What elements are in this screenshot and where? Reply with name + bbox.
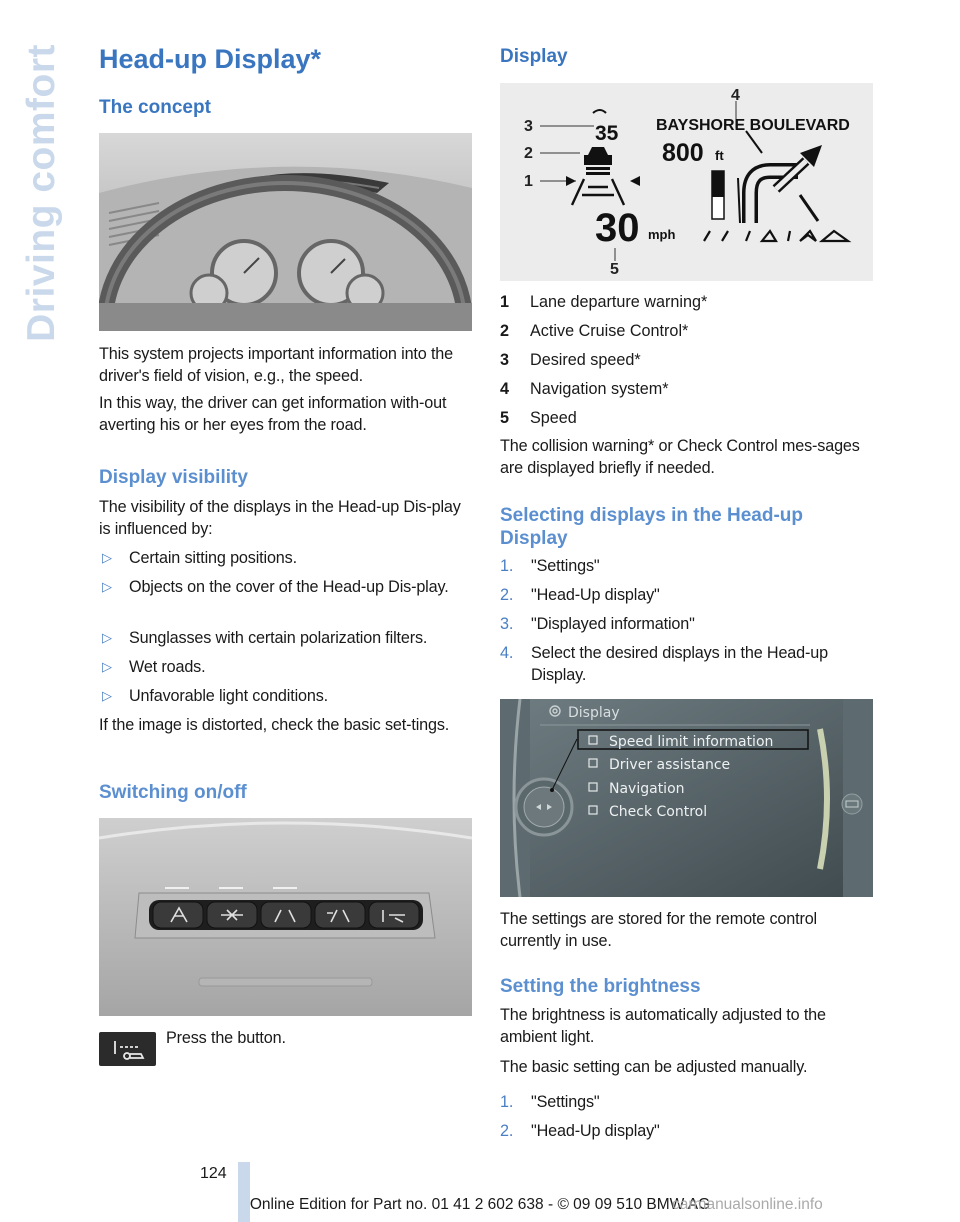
distance-value: 800 <box>662 139 704 167</box>
triangle-bullet-icon: ▷ <box>102 550 112 565</box>
chapter-side-tab <box>22 44 62 344</box>
hud-button-icon <box>99 1032 156 1066</box>
car-icon <box>584 147 612 175</box>
dashboard-photo <box>99 133 472 331</box>
options-icon <box>842 794 862 814</box>
lane-lines <box>572 179 624 205</box>
callout-1: 1 <box>524 173 533 190</box>
collision-note: The collision warning* or Check Control mes-sages are displayed briefly if needed. <box>500 437 860 477</box>
selecting-heading: Selecting displays in the Head-up Display <box>500 505 804 549</box>
page-title: Head-up Display* <box>99 44 322 74</box>
chapter-title: Driving comfort <box>20 44 63 342</box>
lane-arrow-right-icon <box>630 176 640 186</box>
callout-5: 5 <box>610 261 619 278</box>
callout-2: 2 <box>524 145 533 162</box>
brightness-paragraph-1: The brightness is automatically adjusted to the ambient light. <box>500 1006 826 1046</box>
lane-guidance <box>704 231 848 241</box>
concept-paragraph-2: In this way, the driver can get information with-out averting his or her eyes from the road. <box>99 394 447 434</box>
street-name: BAYSHORE BOULEVARD <box>656 117 850 134</box>
desired-speed-mark <box>593 110 606 113</box>
controller-knob-icon[interactable] <box>516 779 572 835</box>
concept-paragraph-1: This system projects important information into the driver's field of vision, e.g., the speed. <box>99 345 454 385</box>
brightness-heading: Setting the brightness <box>500 976 701 997</box>
idrive-menu-screenshot <box>500 699 873 897</box>
menu-item-navigation[interactable]: Navigation <box>609 781 685 797</box>
speed-unit: mph <box>648 227 676 242</box>
triangle-bullet-icon: ▷ <box>102 630 112 645</box>
footer-edition: Online Edition for Part no. 01 41 2 602 638 - © 09 09 510 BMW AG <box>249 1196 711 1213</box>
settings-note: The settings are stored for the remote control currently in use. <box>500 910 818 950</box>
distance-unit: ft <box>715 148 724 163</box>
visibility-intro: The visibility of the displays in the Head-up Dis-play is influenced by: <box>99 498 461 538</box>
visibility-heading: Display visibility <box>99 467 248 488</box>
triangle-bullet-icon: ▷ <box>102 659 112 674</box>
watermark: carmanualsonline.info <box>672 1196 823 1213</box>
display-heading: Display <box>500 46 568 67</box>
turn-arrow-icon <box>738 131 818 223</box>
menu-title: Display <box>568 705 620 721</box>
lane-arrow-left-icon <box>566 176 576 186</box>
concept-heading: The concept <box>99 97 211 118</box>
brightness-paragraph-2: The basic setting can be adjusted manually. <box>500 1058 808 1076</box>
speed-value: 30 <box>595 206 640 250</box>
press-button-text: Press the button. <box>166 1029 286 1047</box>
triangle-bullet-icon: ▷ <box>102 579 112 594</box>
menu-item-speed-limit[interactable]: Speed limit information <box>609 734 774 750</box>
menu-item-check-control[interactable]: Check Control <box>609 804 708 820</box>
page-number: 124 <box>200 1165 227 1182</box>
distance-bar <box>712 171 724 219</box>
switching-heading: Switching on/off <box>99 782 247 803</box>
distorted-note: If the image is distorted, check the basic set-tings. <box>99 716 450 734</box>
hud-illustration <box>500 83 873 281</box>
desired-speed-value: 35 <box>595 122 619 145</box>
callout-4: 4 <box>731 87 740 104</box>
callout-3: 3 <box>524 118 533 135</box>
button-panel-photo <box>99 818 472 1016</box>
triangle-bullet-icon: ▷ <box>102 688 112 703</box>
menu-item-driver-assistance[interactable]: Driver assistance <box>609 757 731 773</box>
